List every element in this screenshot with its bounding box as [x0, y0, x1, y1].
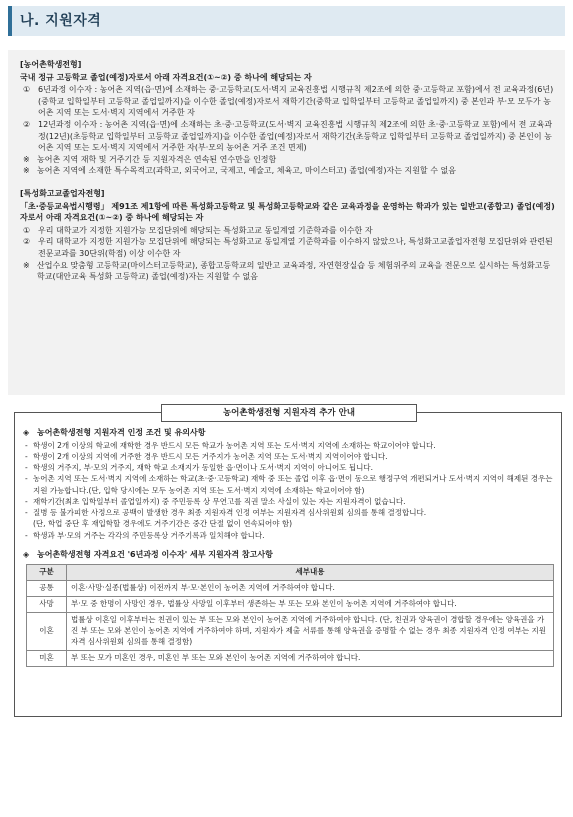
guide-tab-title: 농어촌학생전형 지원자격 추가 안내	[161, 404, 417, 422]
item-number: ①	[23, 225, 31, 235]
table-row	[27, 581, 554, 597]
diamond-bullet-icon: ◈	[23, 428, 30, 437]
row-category: 사망	[27, 597, 67, 613]
note-text: 산업수요 맞춤형 고등학교(마이스터고등학교), 종합고등학교의 일반고 교육과정, 자연현장실습 등 체험위주의 교육을 전문으로 실시하는 특성화고등학교(대안교육 특성화 고등학교) 졸업(예정)자는 지원할 수 없음	[37, 260, 551, 282]
row-category: 이혼	[27, 613, 67, 651]
column-header-category: 구분	[27, 565, 67, 581]
condition-item	[23, 518, 553, 529]
conditions-heading-text: 농어촌학생전형 지원자격 인정 조건 및 유의사항	[37, 428, 206, 437]
table-row	[27, 613, 554, 651]
condition-text: 질병 등 불가피한 사정으로 공백이 발생한 경우 최종 지원자격 인정 여부는 지원자격 심사위원회 심의를 통해 결정합니다.	[33, 508, 427, 518]
rural-item	[20, 119, 555, 154]
condition-text: 학생이 2개 이상의 학교에 재학한 경우 반드시 모든 학교가 농어촌 지역 또는 도서·벽지 지역에 소재하는 학교이어야 합니다.	[33, 440, 436, 450]
table-heading-text: 농어촌학생전형 자격요건 '6년과정 이수자' 세부 지원자격 참고사항	[37, 549, 273, 559]
item-number: ②	[23, 119, 31, 129]
condition-text: (단, 학업 중단 후 재입학할 경우에도 거주기간은 중간 단절 없이 연속되어야 함)	[33, 519, 293, 529]
row-detail: 법률상 이혼일 이후부터는 친권이 있는 부 또는 모와 본인이 농어촌 지역에 거주하여야 합니다. (단, 친권과 양육권이 경합할 경우에는 양육권을 가진 부 또는 모와 본인이 농어촌 지역에 거주하여야 하며, 지원자가 제출 서류를 통해 양육권을 증명할 수 없는 경우 최종 지원자격 인정 여부는 지원자격 심사위원회 심의를 통해 결정함)	[67, 613, 554, 651]
qualification-box	[8, 50, 565, 395]
note-asterisk-icon: ※	[23, 260, 30, 270]
dash-bullet-icon: -	[25, 530, 28, 540]
item-number: ②	[23, 237, 31, 247]
condition-item	[23, 462, 553, 473]
rural-item	[20, 84, 555, 119]
dash-bullet-icon: -	[25, 463, 28, 473]
rural-lead: 국내 정규 고등학교 졸업(예정)자로서 아래 자격요건(①~②) 중 하나에 해당되는 자	[20, 72, 312, 82]
condition-item	[23, 496, 553, 507]
row-detail: 부·모 중 한명이 사망인 경우, 법률상 사망일 이후부터 생존하는 부 또는 모와 본인이 농어촌 지역에 거주하여야 합니다.	[67, 597, 554, 613]
row-category: 미혼	[27, 650, 67, 666]
dash-bullet-icon: -	[25, 440, 28, 450]
dash-bullet-icon: -	[25, 474, 28, 484]
note-text: 농어촌 지역 재학 및 거주기간 등 지원자격은 연속된 연수만을 인정함	[37, 154, 277, 164]
note-text: 농어촌 지역에 소재한 특수목적고(과학고, 외국어고, 국제고, 예술고, 체육고, 마이스터고) 졸업(예정)자는 지원할 수 없음	[37, 166, 456, 176]
condition-text: 학생과 부·모의 거주는 각각의 주민등록상 거주기록과 일치해야 합니다.	[33, 530, 265, 540]
condition-item	[23, 530, 553, 541]
condition-item	[23, 440, 553, 451]
section-title: 나. 지원자격	[20, 12, 102, 29]
vocational-lead: 「초·중등교육법시행령」 제91조 제1항에 따른 특성화고등학교 및 특성화고등학교와 같은 교육과정을 운영하는 학과가 있는 일반고(종합고) 졸업(예정)자로서 아래 자격요건(①~②) 중 하나에 해당되는 자	[20, 201, 555, 223]
conditions-heading	[23, 427, 553, 439]
row-detail: 이혼·사망·실종(법률상) 이전까지 부·모·본인이 농어촌 지역에 거주하여야 합니다.	[67, 581, 554, 597]
additional-guide-box	[14, 407, 562, 717]
table-heading	[23, 549, 553, 561]
column-header-detail: 세부내용	[67, 565, 554, 581]
vocational-item	[20, 225, 555, 237]
dash-bullet-icon: -	[25, 451, 28, 461]
vocational-note	[20, 260, 555, 283]
note-asterisk-icon: ※	[23, 166, 30, 176]
rural-note	[20, 154, 555, 166]
vocational-heading: [특성화고교졸업자전형]	[20, 188, 105, 198]
dash-bullet-icon: -	[25, 496, 28, 506]
condition-text: 농어촌 지역 또는 도서·벽지 지역에 소재하는 학교(초·중·고등학교) 재학 중 또는 졸업 이후 읍·면이 동으로 행정구역 개편되거나 도서·벽지 지역이 해제된 경우는 지원 가능합니다.(단, 입학 당시에는 모두 농어촌 지역 또는 도서·벽지 지역에 소재하는 학교이어야 함)	[33, 474, 553, 495]
section-title-bar	[8, 6, 565, 36]
table-row	[27, 597, 554, 613]
note-asterisk-icon: ※	[23, 154, 30, 164]
condition-item	[23, 507, 553, 518]
condition-item	[23, 451, 553, 462]
item-text: 우리 대학교가 지정한 지원가능 모집단위에 해당되는 특성화고교 동일계열 기준학과를 이수하지 않았으나, 특성화고교졸업자전형 모집단위와 관련된 전문교과를 30단위(학점) 이상 이수한 자	[38, 237, 553, 258]
condition-text: 재학기간(최초 입학일부터 졸업일까지) 중 주민등록 상 무연고를 직권 말소 사실이 있는 자는 지원자격이 없습니다.	[33, 496, 406, 506]
item-text: 12년과정 이수자 : 농어촌 지역(읍·면)에 소재하는 초·중·고등학교(도서·벽지 교육진흥법 시행규칙 제2조에 의한 초·중·고등학교 포함)에서 전 교육과정(12년)(초등학교 입학일부터 고등학교 졸업일까지)을 이수한 졸업(예정)자로서 재학기간(초등학교 입학일부터 고등학교 졸업일까지) 중 본인이 농어촌 지역 또는 도서·벽지 지역에서 거주한 자(부·모의 농어촌 거주 조건 면제)	[38, 119, 553, 153]
item-text: 6년과정 이수자 : 농어촌 지역(읍·면)에 소재하는 중·고등학교(도서·벽지 교육진흥법 시행규칙 제2조에 의한 중·고등학교 포함)에서 전 교육과정(6년)(중학교 입학일부터 고등학교 졸업일까지)을 이수한 졸업(예정)자로서 재학기간(중학교 입학일부터 고등학교 졸업일까지) 중 본인과 부·모 모두가 농어촌 지역 또는 도서·벽지 지역에서 거주한 자	[38, 85, 554, 118]
row-detail: 부 또는 모가 미혼인 경우, 미혼인 부 또는 모와 본인이 농어촌 지역에 거주하여야 합니다.	[67, 650, 554, 666]
condition-text: 학생이 2개 이상의 지역에 거주한 경우 반드시 모든 거주지가 농어촌 지역 또는 도서·벽지 지역이어야 합니다.	[33, 451, 388, 461]
table-row	[27, 650, 554, 666]
item-number: ①	[23, 85, 31, 95]
reference-table	[26, 564, 554, 666]
rural-note	[20, 165, 555, 177]
diamond-bullet-icon: ◈	[23, 549, 30, 559]
rural-heading: [농어촌학생전형]	[20, 60, 82, 69]
item-text: 우리 대학교가 지정한 지원가능 모집단위에 해당되는 특성화고교 동일계열 기준학과를 이수한 자	[38, 225, 373, 235]
table-header-row	[27, 565, 554, 581]
row-category: 공통	[27, 581, 67, 597]
condition-item	[23, 473, 553, 496]
condition-text: 학생의 거주지, 부·모의 거주지, 재학 학교 소재지가 동일한 읍·면이나 도서·벽지 지역이 아니어도 됩니다.	[33, 463, 373, 473]
dash-bullet-icon: -	[25, 508, 28, 518]
vocational-item	[20, 236, 555, 259]
